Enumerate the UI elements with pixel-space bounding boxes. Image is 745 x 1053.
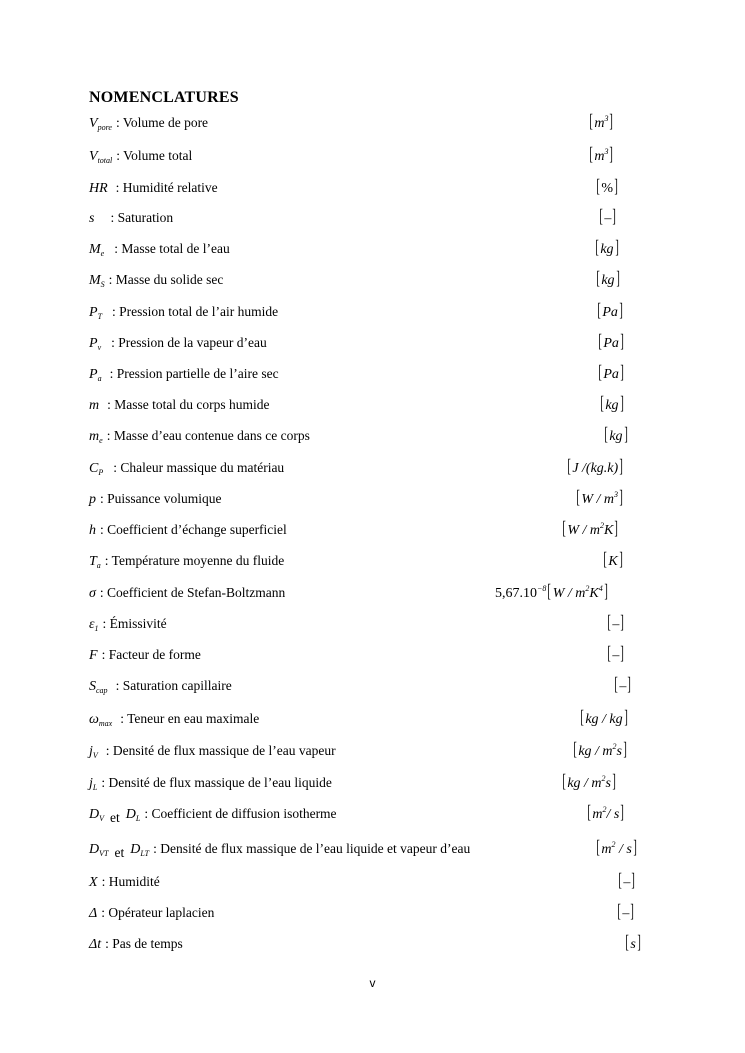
unit-value: kg: [601, 273, 615, 288]
unit-tail: s: [616, 744, 622, 759]
left-bracket: [: [589, 111, 593, 132]
unit-exponent: 2: [600, 521, 604, 530]
unit-exponent: 2: [611, 840, 616, 849]
unit: [624, 932, 642, 954]
unit: [599, 393, 625, 415]
symbol: σ: [89, 586, 96, 601]
symbol: j: [89, 744, 93, 759]
right-bracket: ]: [630, 901, 635, 922]
symbol-subscript: a: [97, 374, 102, 383]
description: : Masse d’eau contenue dans ce corps: [106, 428, 310, 443]
left-bracket: [: [587, 802, 591, 823]
symbol-subscript: T: [97, 312, 103, 321]
right-bracket: ]: [619, 487, 623, 508]
symbol-conjunction: et: [110, 810, 120, 825]
unit-value: %: [601, 181, 613, 196]
right-bracket: ]: [619, 549, 623, 570]
right-bracket: ]: [620, 643, 625, 664]
description: : Émissivité: [102, 616, 167, 631]
nomenclature-row: [89, 771, 649, 797]
left-bracket: [: [607, 612, 611, 633]
unit: [617, 870, 637, 892]
unit-exponent: 3: [604, 114, 609, 123]
symbol: M: [89, 242, 101, 257]
description: : Pression total de l’air humide: [112, 304, 279, 319]
right-bracket: ]: [609, 111, 614, 132]
nomenclature-row: [89, 802, 649, 828]
unit-value: m: [594, 149, 605, 164]
unit-exponent: 3: [614, 490, 618, 499]
left-bracket: [: [599, 206, 603, 227]
right-bracket: ]: [631, 870, 636, 891]
right-bracket: ]: [609, 144, 614, 165]
nomenclature-row: [89, 549, 649, 575]
left-bracket: [: [589, 144, 593, 165]
unit-value: –: [612, 648, 620, 663]
unit: [613, 674, 633, 696]
unit-value: J /(kg.k): [572, 461, 619, 476]
nomenclature-row: [89, 393, 649, 419]
right-bracket: ]: [620, 802, 625, 823]
unit-value: Pa: [603, 367, 619, 382]
description: : Pas de temps: [105, 936, 183, 951]
symbol: p: [89, 492, 96, 507]
description: : Coefficient de Stefan-Boltzmann: [99, 585, 286, 600]
left-bracket: [: [596, 268, 600, 289]
left-bracket: [: [576, 487, 580, 508]
right-bracket: ]: [614, 518, 619, 539]
left-bracket: [: [598, 331, 602, 352]
symbol-second-subscript: LT: [140, 849, 150, 858]
symbol-conjunction: et: [114, 845, 125, 860]
description: : Humidité relative: [115, 180, 218, 195]
unit-value: kg / kg: [585, 712, 623, 727]
left-bracket: [: [562, 518, 566, 539]
left-bracket: [: [573, 739, 577, 760]
symbol: V: [89, 116, 98, 131]
unit: [561, 518, 620, 540]
left-bracket: [: [617, 901, 621, 922]
unit: [606, 643, 626, 665]
nomenclature-row: [89, 176, 649, 202]
unit: [579, 707, 629, 729]
nomenclature-row: [89, 206, 649, 232]
symbol: h: [89, 523, 96, 538]
nomenclature-row: [89, 612, 649, 638]
description: : Pression partielle de l’aire sec: [109, 366, 279, 381]
description: : Humidité: [101, 874, 160, 889]
symbol: m: [89, 398, 100, 413]
symbol-subscript: V: [92, 751, 98, 760]
symbol-subscript: 1: [94, 624, 99, 633]
unit-value: kg: [600, 242, 614, 257]
unit-value: K: [608, 554, 618, 569]
unit-exponent: 2: [612, 742, 617, 751]
symbol: C: [89, 461, 99, 476]
left-bracket: [: [600, 393, 604, 414]
symbol: ω: [89, 712, 99, 727]
page-title: NOMENCLATURES: [89, 89, 239, 106]
unit-value: –: [612, 617, 620, 632]
left-bracket: [: [625, 932, 629, 953]
nomenclature-row: [89, 707, 649, 733]
nomenclature-row: [89, 237, 649, 263]
nomenclature-row: [89, 456, 649, 482]
unit-exponent: 2: [585, 584, 590, 593]
symbol: X: [89, 875, 98, 890]
description: : Puissance volumique: [100, 491, 222, 506]
description: : Densité de flux massique de l’eau liquide: [101, 775, 332, 790]
symbol-second-subscript: L: [135, 814, 141, 823]
right-bracket: ]: [623, 424, 628, 445]
symbol-subscript: VT: [99, 849, 109, 858]
description: : Saturation: [110, 210, 174, 225]
nomenclature-row: [89, 739, 649, 765]
unit-prefix-exponent: −8: [537, 584, 547, 593]
left-bracket: [: [614, 674, 618, 695]
symbol-subscript: V: [99, 814, 105, 823]
symbol-subscript: v: [97, 343, 102, 352]
unit-value: m: [594, 116, 605, 131]
right-bracket: ]: [614, 176, 618, 197]
description: : Volume de pore: [115, 115, 209, 130]
description: : Opérateur laplacien: [101, 905, 215, 920]
unit-value: –: [619, 679, 627, 694]
nomenclature-row: [89, 837, 649, 863]
symbol: m: [89, 429, 100, 444]
unit: [595, 837, 638, 859]
right-bracket: ]: [620, 612, 625, 633]
unit-value: Pa: [603, 336, 619, 351]
symbol: P: [89, 336, 98, 351]
left-bracket: [: [580, 707, 584, 728]
unit: [572, 739, 628, 761]
left-bracket: [: [562, 771, 566, 792]
unit: [586, 802, 626, 824]
unit-value: –: [604, 211, 612, 226]
right-bracket: ]: [627, 674, 632, 695]
unit: [566, 456, 625, 478]
unit-value: –: [622, 906, 630, 921]
symbol-subscript: e: [100, 249, 105, 258]
unit: [575, 487, 624, 509]
unit-value: kg / m: [578, 744, 613, 759]
unit-value: W / m: [567, 523, 600, 538]
right-bracket: ]: [614, 237, 619, 258]
right-bracket: ]: [619, 456, 624, 477]
unit: [597, 331, 625, 353]
unit: [602, 549, 624, 571]
right-bracket: ]: [620, 331, 624, 352]
description: : Teneur en eau maximale: [120, 711, 260, 726]
unit: [495, 581, 609, 603]
unit-value: W / m: [581, 492, 614, 507]
description: : Saturation capillaire: [115, 678, 232, 693]
nomenclature-row: [89, 674, 649, 700]
symbol-subscript: S: [100, 280, 105, 289]
nomenclature-row: [89, 518, 649, 544]
symbol-second: D: [130, 842, 141, 857]
description: : Température moyenne du fluide: [104, 553, 285, 568]
symbol-second: D: [125, 807, 136, 822]
unit: [561, 771, 617, 793]
left-bracket: [: [567, 456, 571, 477]
symbol-subscript: pore: [97, 123, 112, 132]
right-bracket: ]: [612, 206, 617, 227]
symbol: T: [89, 554, 97, 569]
unit: [595, 176, 619, 198]
right-bracket: ]: [620, 362, 624, 383]
unit-tail-exponent: 4: [598, 584, 603, 593]
description: : Facteur de forme: [101, 647, 201, 662]
unit: [594, 237, 620, 259]
nomenclature-row: [89, 581, 649, 607]
left-bracket: [: [598, 362, 602, 383]
unit: [596, 300, 624, 322]
left-bracket: [: [595, 237, 599, 258]
unit: [603, 424, 629, 446]
right-bracket: ]: [624, 707, 628, 728]
description: : Densité de flux massique de l’eau liquide et vapeur d’eau: [153, 841, 471, 856]
right-bracket: ]: [623, 739, 627, 760]
unit-exponent: 2: [601, 774, 606, 783]
nomenclature-row: [89, 111, 649, 137]
nomenclature-row: [89, 144, 649, 170]
symbol: ε: [89, 617, 95, 632]
unit-tail: / s: [615, 842, 632, 857]
symbol: Δt: [89, 937, 102, 952]
unit-value: W / m: [552, 586, 586, 601]
symbol: P: [89, 367, 98, 382]
unit-prefix: 5,67.10: [495, 586, 537, 601]
nomenclature-row: [89, 487, 649, 513]
nomenclature-row: [89, 362, 649, 388]
page-number: v: [369, 976, 376, 990]
unit: [595, 268, 621, 290]
left-bracket: [: [596, 837, 600, 858]
unit-tail: K: [604, 523, 614, 538]
right-bracket: ]: [633, 837, 637, 858]
nomenclature-row: [89, 901, 649, 927]
description: : Volume total: [116, 148, 193, 163]
description: : Coefficient d’échange superficiel: [100, 522, 287, 537]
left-bracket: [: [618, 870, 622, 891]
left-bracket: [: [596, 176, 600, 197]
unit: [597, 362, 625, 384]
right-bracket: ]: [619, 393, 624, 414]
unit-tail: K: [589, 586, 599, 601]
nomenclature-row: [89, 932, 649, 958]
symbol-subscript: L: [92, 783, 98, 792]
symbol: P: [89, 305, 98, 320]
description: : Masse total du corps humide: [107, 397, 270, 412]
unit: [588, 144, 615, 166]
unit-exponent: 3: [604, 147, 609, 156]
unit: [606, 612, 626, 634]
unit-tail: s: [605, 776, 611, 791]
left-bracket: [: [547, 581, 552, 602]
right-bracket: ]: [615, 268, 620, 289]
symbol-subscript: total: [97, 156, 113, 165]
right-bracket: ]: [637, 932, 641, 953]
unit-exponent: 2: [602, 805, 607, 814]
unit-value: kg: [609, 429, 623, 444]
nomenclature-row: [89, 300, 649, 326]
symbol: D: [89, 842, 100, 857]
symbol: s: [89, 211, 95, 226]
unit: [588, 111, 615, 133]
symbol: V: [89, 149, 98, 164]
description: : Masse du solide sec: [108, 272, 224, 287]
symbol: j: [89, 776, 93, 791]
left-bracket: [: [607, 643, 611, 664]
unit-value: m: [592, 807, 603, 822]
unit-value: m: [601, 842, 612, 857]
right-bracket: ]: [612, 771, 616, 792]
symbol-subscript: e: [99, 436, 103, 445]
symbol: HR: [89, 181, 108, 196]
symbol: F: [89, 648, 98, 663]
unit-tail: / s: [606, 807, 620, 822]
symbol-subscript: a: [96, 561, 101, 570]
symbol-subscript: P: [98, 468, 104, 477]
right-bracket: ]: [619, 300, 623, 321]
symbol: M: [89, 273, 101, 288]
nomenclature-row: [89, 870, 649, 896]
unit-value: Pa: [602, 305, 618, 320]
nomenclature-row: [89, 424, 649, 450]
nomenclature-row: [89, 643, 649, 669]
nomenclature-row: [89, 268, 649, 294]
symbol-subscript: cap: [96, 686, 108, 695]
unit: [616, 901, 636, 923]
left-bracket: [: [604, 424, 608, 445]
unit-value: kg: [605, 398, 619, 413]
symbol: D: [89, 807, 100, 822]
symbol: Δ: [89, 906, 98, 921]
description: : Masse total de l’eau: [114, 241, 230, 256]
description: : Pression de la vapeur d’eau: [111, 335, 267, 350]
unit: [598, 206, 618, 228]
unit-value: –: [623, 875, 631, 890]
description: : Coefficient de diffusion isotherme: [144, 806, 337, 821]
unit-value: s: [630, 937, 636, 952]
unit-value: kg / m: [567, 776, 602, 791]
symbol: S: [89, 679, 96, 694]
right-bracket: ]: [604, 581, 608, 602]
description: : Densité de flux massique de l’eau vapeur: [105, 743, 336, 758]
left-bracket: [: [597, 300, 601, 321]
left-bracket: [: [603, 549, 607, 570]
symbol-subscript: max: [98, 719, 113, 728]
description: : Chaleur massique du matériau: [113, 460, 285, 475]
nomenclature-row: [89, 331, 649, 357]
